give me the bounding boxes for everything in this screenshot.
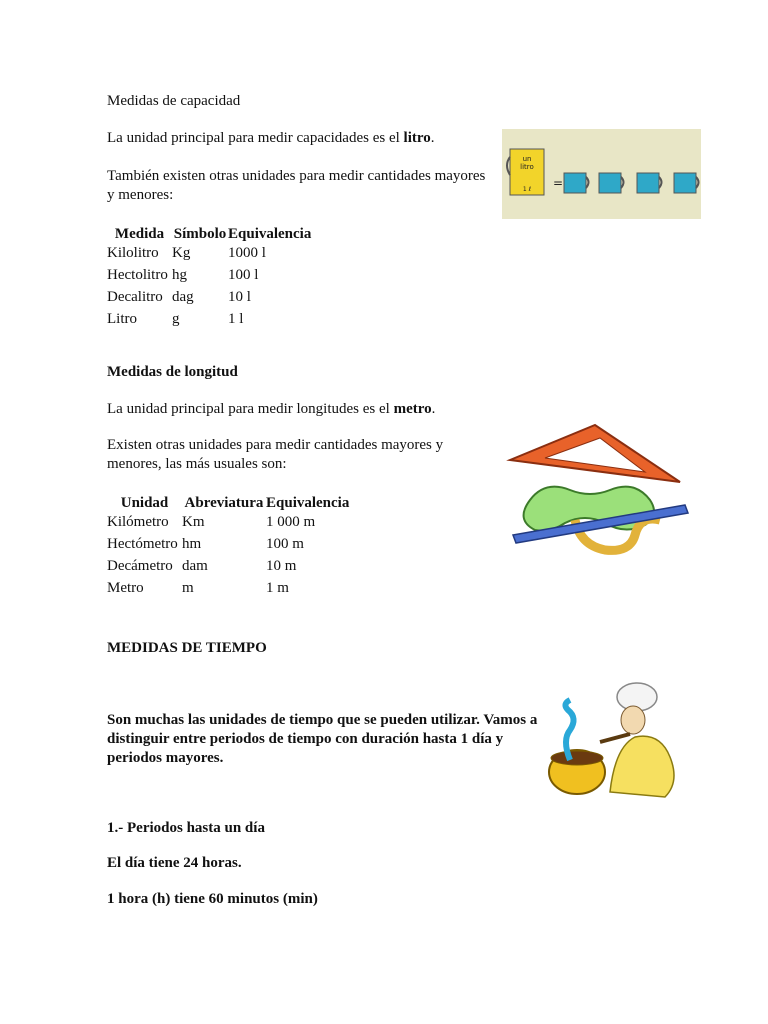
capacity-cell: Decalitro	[107, 289, 163, 305]
small-jug-icon-1	[564, 173, 589, 193]
small-jug-icon-2	[599, 173, 624, 193]
length-cell: 100 m	[266, 536, 304, 552]
ruler-squares-image	[505, 420, 690, 560]
snake-charmer-illustration	[545, 672, 680, 807]
length-other-line1: Existen otras unidades para medir cantidades mayores y	[107, 437, 444, 453]
time-fact-hour: 1 hora (h) tiene 60 minutos (min)	[107, 891, 318, 907]
capacity-header-simbolo: Símbolo	[173, 225, 227, 242]
capacity-header-equivalencia: Equivalencia	[228, 225, 312, 242]
capacity-table	[107, 223, 318, 333]
time-paragraph	[107, 711, 537, 768]
length-intro-prefix: La unidad principal para medir longitudes es el	[107, 401, 394, 417]
length-cell: Hectómetro	[107, 536, 178, 552]
small-jug-icon-4	[674, 173, 699, 193]
capacity-intro-bold: litro	[403, 130, 431, 146]
small-jug-icon-3	[637, 173, 662, 193]
table-row	[107, 558, 356, 580]
table-row	[107, 536, 356, 558]
length-other-line2: menores, las más usuales son:	[107, 456, 287, 472]
capacity-cell: Hectolitro	[107, 267, 168, 283]
capacity-cell: g	[172, 311, 180, 327]
length-cell: Metro	[107, 580, 144, 596]
capacity-cell: Kilolitro	[107, 245, 159, 261]
capacity-other-units	[107, 167, 485, 205]
length-table	[107, 492, 356, 602]
table-row	[107, 289, 318, 311]
capacity-cell: 100 l	[228, 267, 259, 283]
length-header-equivalencia: Equivalencia	[266, 494, 350, 511]
length-header-unidad: Unidad	[120, 494, 169, 511]
capacity-intro-suffix: .	[430, 130, 435, 146]
capacity-cell: Kg	[172, 245, 191, 261]
capacity-cell: hg	[172, 267, 187, 283]
robe-icon	[610, 736, 674, 797]
table-row	[107, 245, 318, 267]
drawing-tools-illustration	[505, 420, 690, 560]
length-table-header	[107, 492, 356, 514]
flute-icon	[600, 734, 630, 742]
capacity-other-line1: También existen otras unidades para medir cantidades mayores	[107, 168, 486, 184]
length-cell: dam	[182, 558, 208, 574]
snake-charmer-image	[545, 672, 680, 807]
svg-text:1 ℓ: 1 ℓ	[522, 186, 532, 193]
length-cell: 10 m	[266, 558, 297, 574]
length-intro	[107, 401, 435, 418]
time-paragraph-line1: Son muchas las unidades de tiempo que se pueden utilizar. Vamos a	[107, 712, 538, 728]
time-subtitle: 1.- Periodos hasta un día	[107, 820, 265, 836]
length-other-units	[107, 436, 443, 474]
length-cell: 1 m	[266, 580, 289, 596]
table-row	[107, 311, 318, 333]
capacity-header-medida: Medida	[114, 225, 165, 242]
time-title: MEDIDAS DE TIEMPO	[107, 640, 267, 656]
capacity-cell: Litro	[107, 311, 137, 327]
length-intro-bold: metro	[393, 401, 432, 417]
length-cell: hm	[182, 536, 202, 552]
table-row	[107, 267, 318, 289]
time-paragraph-line2: distinguir entre periodos de tiempo con duración hasta 1 día y	[107, 731, 504, 747]
length-cell: m	[182, 580, 194, 596]
capacity-title: Medidas de capacidad	[107, 93, 241, 109]
capacity-table-header	[107, 223, 318, 245]
length-cell: Km	[182, 514, 205, 530]
capacity-intro	[107, 130, 435, 147]
length-cell: 1 000 m	[266, 514, 316, 530]
svg-text:litro: litro	[520, 163, 534, 171]
length-header-abreviatura: Abreviatura	[184, 494, 264, 511]
table-row	[107, 580, 356, 602]
time-fact-day: El día tiene 24 horas.	[107, 855, 242, 871]
length-cell: Decámetro	[107, 558, 173, 574]
capacity-cell: 1000 l	[228, 245, 266, 261]
time-paragraph-line3: periodos mayores.	[107, 750, 224, 766]
svg-text:un: un	[522, 155, 532, 163]
capacity-cell: dag	[172, 289, 194, 305]
length-title: Medidas de longitud	[107, 364, 238, 380]
capacity-cell: 1 l	[228, 311, 244, 327]
table-row	[107, 514, 356, 536]
svg-text:=: =	[553, 176, 564, 190]
capacity-other-line2: y menores:	[107, 187, 174, 203]
capacity-cell: 10 l	[228, 289, 251, 305]
length-intro-suffix: .	[431, 401, 436, 417]
length-cell: Kilómetro	[107, 514, 169, 530]
liter-jugs-illustration	[502, 129, 701, 219]
capacity-intro-prefix: La unidad principal para medir capacidades es el	[107, 130, 404, 146]
liter-jugs-image	[502, 129, 701, 219]
